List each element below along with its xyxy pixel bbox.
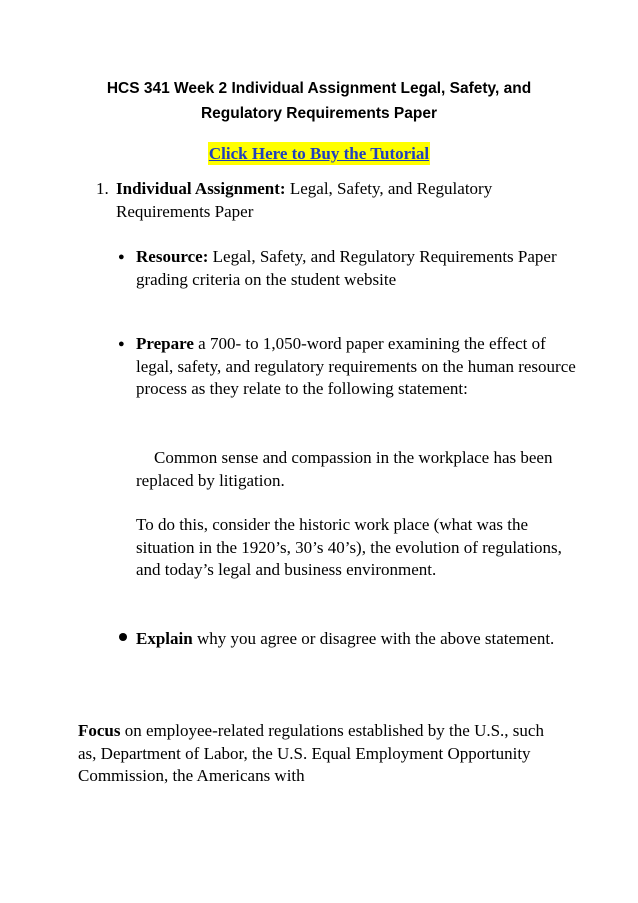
bullet-resource bbox=[118, 246, 578, 291]
todo-paragraph: To do this, consider the historic work place (what was the situation in the 1920’s, 30’s 40’s), the evolution of regulations, and today’s legal and business environment. bbox=[136, 515, 562, 579]
bullet-explain-rest: why you agree or disagree with the above statement. bbox=[192, 629, 555, 648]
quoted-statement: Common sense and compassion in the workplace has been replaced by litigation. bbox=[136, 448, 553, 490]
bullet-dot-icon: ● bbox=[118, 338, 125, 350]
bullet-explain bbox=[118, 626, 578, 651]
item-1-bold: Individual Assignment: bbox=[116, 179, 286, 198]
focus-bold: Focus bbox=[78, 721, 121, 740]
buy-tutorial-link[interactable]: Click Here to Buy the Tutorial bbox=[208, 144, 430, 163]
bullet-prepare bbox=[118, 333, 578, 401]
numbered-item-1 bbox=[96, 178, 566, 223]
bullet-prepare-text bbox=[136, 333, 578, 401]
item-1-rest: Legal, Safety, and Regulatory Requirements Paper bbox=[116, 179, 493, 221]
bullet-dot-icon: ● bbox=[118, 251, 125, 263]
bullet-resource-rest: Legal, Safety, and Regulatory Requirements Paper grading criteria on the student website bbox=[136, 247, 557, 289]
bullet-resource-text bbox=[136, 246, 578, 291]
document-title bbox=[60, 76, 578, 126]
bullet-explain-text bbox=[136, 626, 578, 651]
title-line-1: HCS 341 Week 2 Individual Assignment Legal, Safety, and bbox=[106, 80, 532, 97]
tutorial-link-wrap bbox=[0, 142, 638, 165]
title-line-2: Regulatory Requirements Paper bbox=[200, 105, 437, 122]
bullet-prepare-rest: a 700- to 1,050-word paper examining the effect of legal, safety, and regulatory requirements on the human resource process as they relate to the following statement: bbox=[136, 334, 576, 398]
bullet-resource-bold: Resource: bbox=[136, 247, 209, 266]
focus-rest: on employee-related regulations established by the U.S., such as, Department of Labor, the U.S. Equal Employment Opportunity Commission, the Americans with bbox=[78, 721, 544, 785]
item-number: 1. bbox=[96, 179, 109, 198]
bullet-prepare-bold: Prepare bbox=[136, 334, 194, 353]
focus-paragraph bbox=[78, 720, 558, 788]
item-1-text bbox=[116, 178, 566, 223]
bullet-explain-bold: Explain bbox=[136, 629, 193, 648]
bullet-circle-icon bbox=[119, 633, 127, 641]
